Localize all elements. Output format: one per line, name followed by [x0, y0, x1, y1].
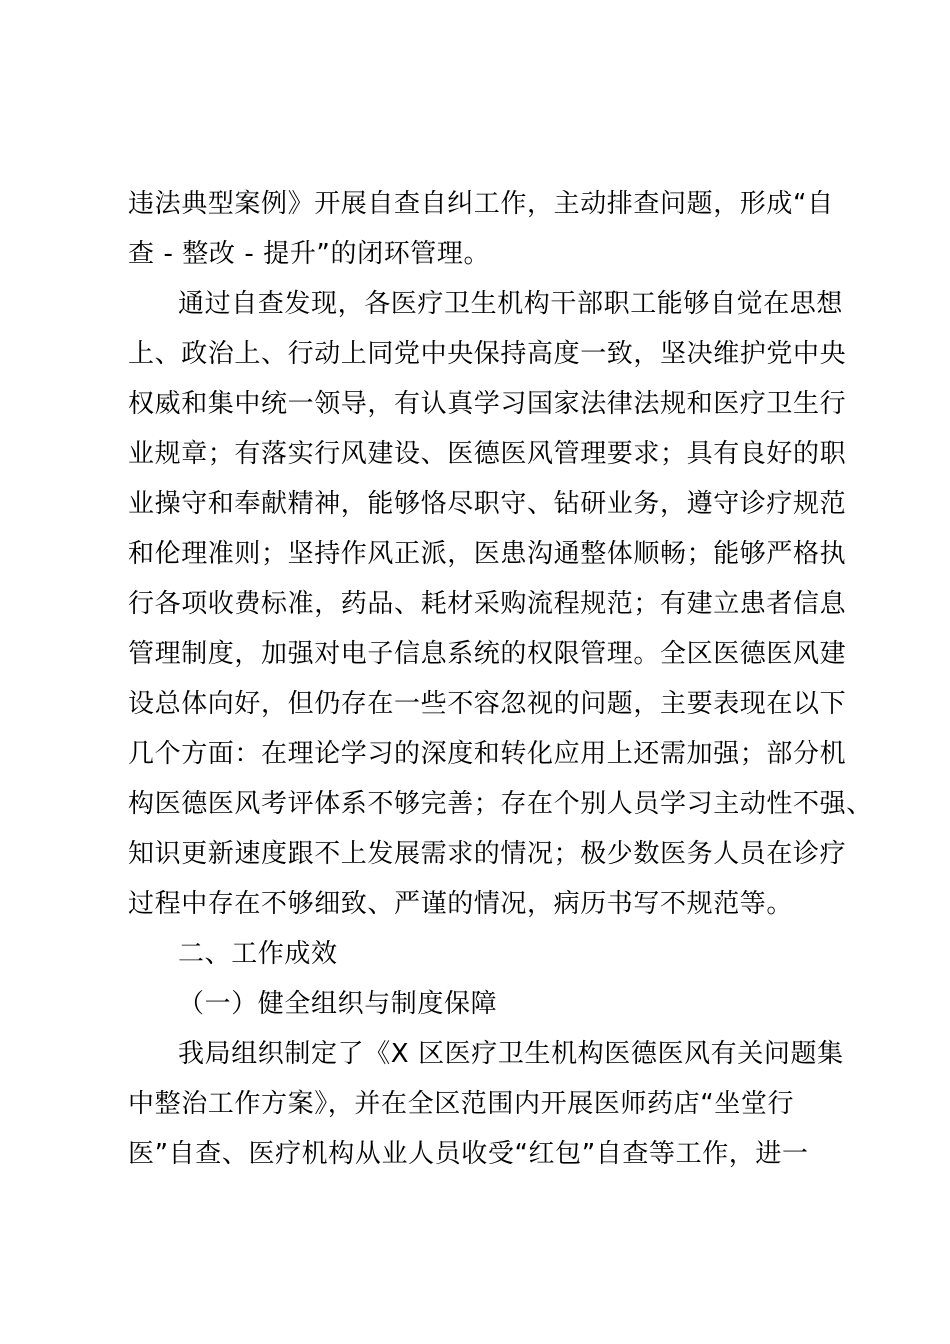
text-line: 医”自查、医疗机构从业人员收受“红包”自查等工作，进一: [128, 1139, 809, 1169]
text-line: 构医德医风考评体系不够完善；存在个别人员学习主动性不强、: [128, 789, 873, 819]
text-line: 知识更新速度跟不上发展需求的情况；极少数医务人员在诊疗: [128, 839, 847, 869]
text-line: 设总体向好，但仍存在一些不容忽视的问题，主要表现在以下: [128, 689, 847, 719]
text-line: 违法典型案例》开展自查自纠工作，主动排查问题，形成“自: [128, 189, 834, 219]
text-line: 中整治工作方案》，并在全区范围内开展医师药店“坐堂行: [128, 1089, 795, 1119]
text-line: 业规章；有落实行风建设、医德医风管理要求；具有良好的职: [128, 439, 847, 469]
text-line: 过程中存在不够细致、严谨的情况，病历书写不规范等。: [128, 889, 794, 919]
section-heading: 二、工作成效: [178, 939, 338, 969]
text-line: 查 - 整改 - 提升”的闭环管理。: [128, 239, 491, 269]
text-line: 行各项收费标准，药品、耗材采购流程规范；有建立患者信息: [128, 589, 847, 619]
subsection-heading: （一）健全组织与制度保障: [178, 989, 498, 1019]
paragraph-start-line: 我局组织制定了《X 区医疗卫生机构医德医风有关问题集: [178, 1039, 844, 1069]
text-line: 和伦理准则；坚持作风正派，医患沟通整体顺畅；能够严格执: [128, 539, 847, 569]
paragraph-start-line: 通过自查发现，各医疗卫生机构干部职工能够自觉在思想: [178, 289, 844, 319]
text-line: 几个方面：在理论学习的深度和转化应用上还需加强；部分机: [128, 739, 847, 769]
text-line: 上、政治上、行动上同党中央保持高度一致，坚决维护党中央: [128, 339, 847, 369]
text-line: 管理制度，加强对电子信息系统的权限管理。全区医德医风建: [128, 639, 847, 669]
text-line: 权威和集中统一领导，有认真学习国家法律法规和医疗卫生行: [128, 389, 847, 419]
text-line: 业操守和奉献精神，能够恪尽职守、钻研业务，遵守诊疗规范: [128, 489, 847, 519]
